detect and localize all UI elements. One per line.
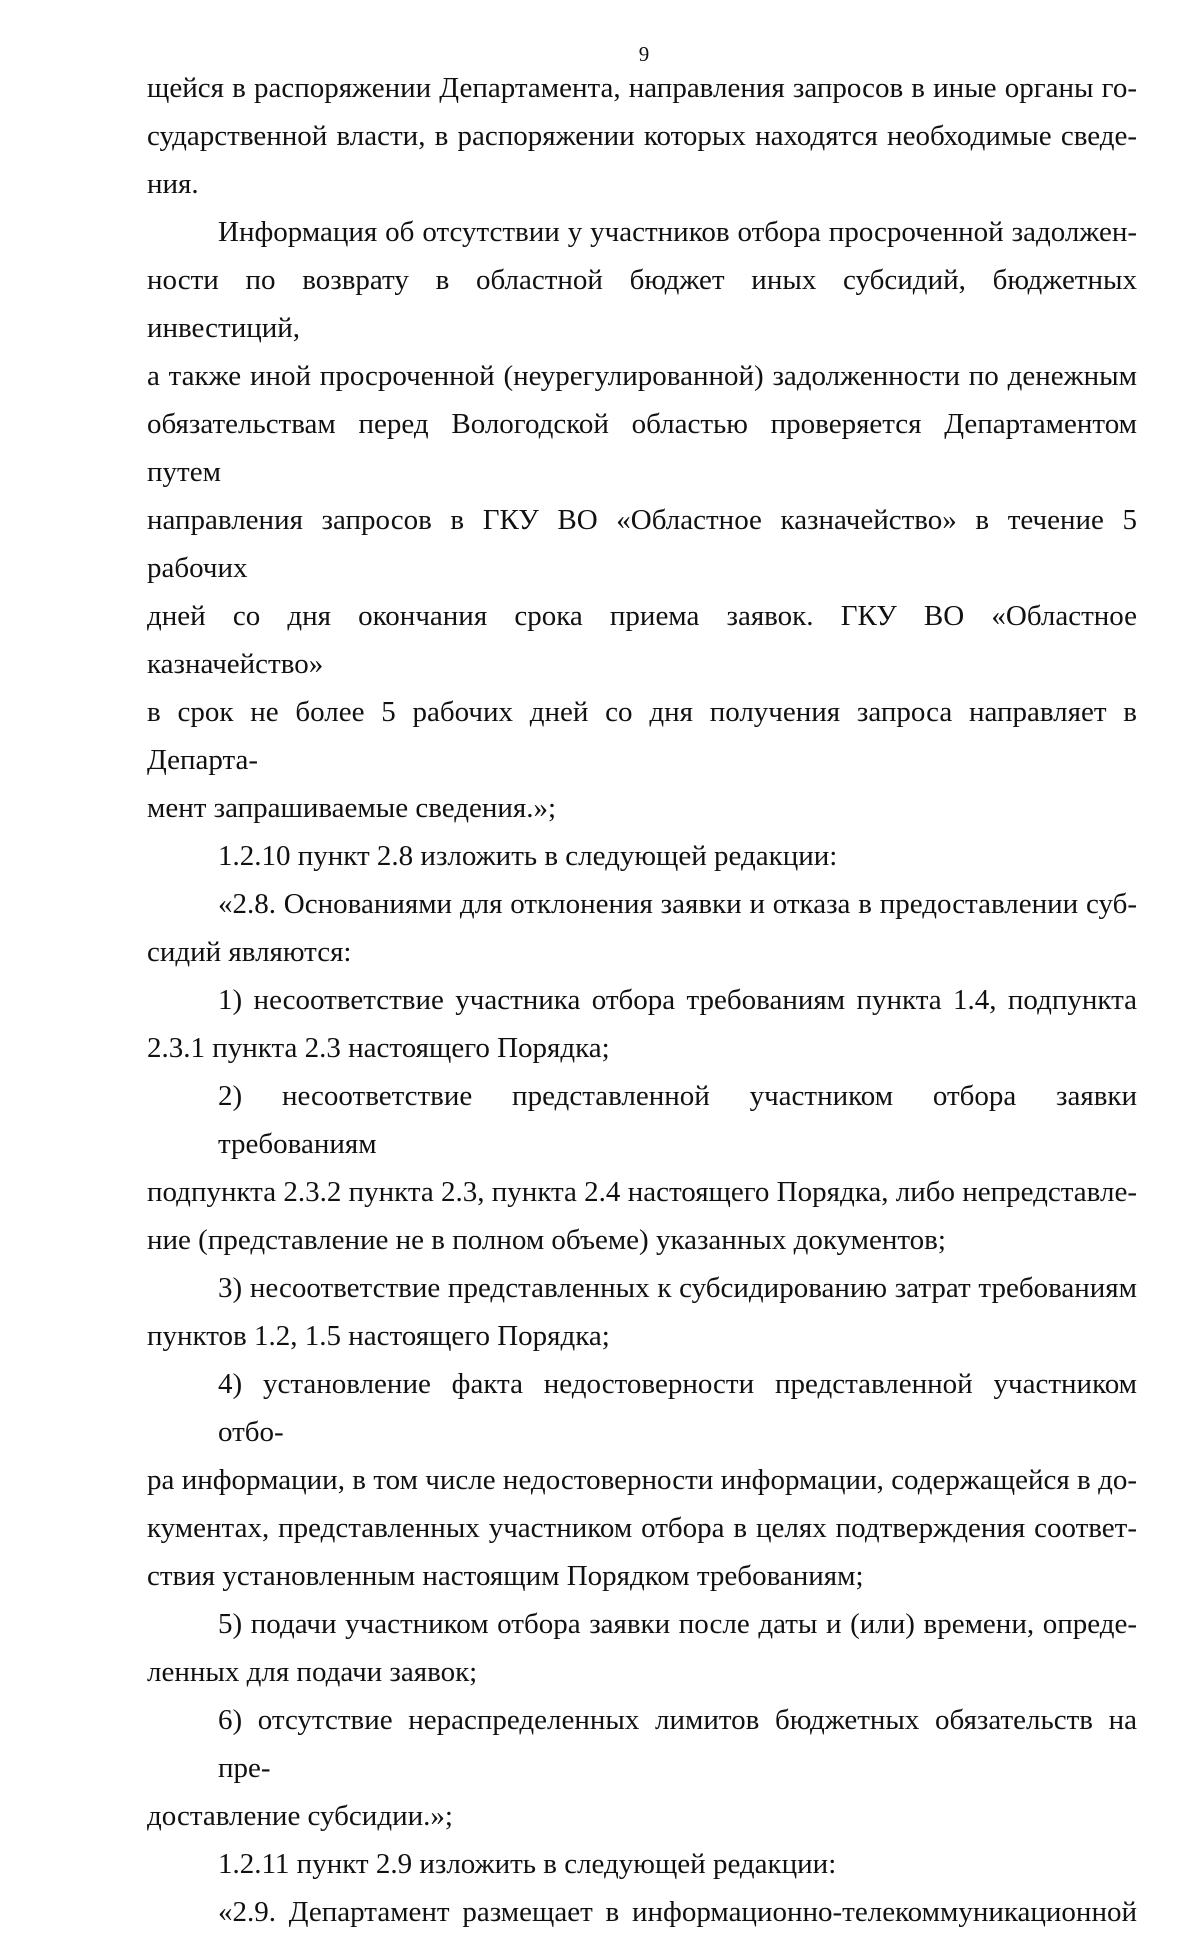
text-line: ния. <box>147 168 199 200</box>
text-line: 2) несоответствие представленной участником отбора заявки требованиям <box>218 1080 1137 1160</box>
text-line: дней со дня окончания срока приема заявок. ГКУ ВО «Областное казначейство» <box>147 600 1137 680</box>
text-line: обязательствам перед Вологодской областью проверяется Департаментом путем <box>147 408 1137 488</box>
text-line: ности по возврату в областной бюджет иных субсидий, бюджетных инвестиций, <box>147 264 1137 344</box>
text-line: 1.2.10 пункт 2.8 изложить в следующей редакции: <box>218 840 838 872</box>
text-line: 3) несоответствие представленных к субсидированию затрат требованиям <box>218 1272 1137 1304</box>
page-number: 9 <box>638 42 650 66</box>
document-body <box>147 64 1137 1936</box>
paragraph-item-1-2-11 <box>147 1840 1137 1888</box>
paragraph-point-2-9 <box>147 1888 1137 1936</box>
paragraph-point-2-8 <box>147 880 1137 976</box>
text-line: сударственной власти, в распоряжении которых находятся необходимые сведе- <box>147 120 1137 152</box>
text-line: щейся в распоряжении Департамента, направления запросов в иные органы го- <box>147 72 1137 104</box>
text-line: пунктов 1.2, 1.5 настоящего Порядка; <box>147 1320 610 1352</box>
text-line: сидий являются: <box>147 936 352 968</box>
text-line: «2.9. Департамент размещает в информационно-телекоммуникационной <box>218 1896 1137 1928</box>
text-line: 2.3.1 пункта 2.3 настоящего Порядка; <box>147 1032 610 1064</box>
text-line: Информация об отсутствии у участников отбора просроченной задолжен- <box>218 216 1137 248</box>
paragraph-ground-1 <box>147 976 1137 1072</box>
paragraph-ground-4 <box>147 1360 1137 1600</box>
text-line: направления запросов в ГКУ ВО «Областное казначейство» в течение 5 рабочих <box>147 504 1137 584</box>
text-line: ствия установленным настоящим Порядком требованиям; <box>147 1560 864 1592</box>
text-line: ние (представление не в полном объеме) указанных документов; <box>147 1224 946 1256</box>
text-line: 6) отсутствие нераспределенных лимитов бюджетных обязательств на пре- <box>218 1704 1137 1784</box>
paragraph-ground-5 <box>147 1600 1137 1696</box>
paragraph-ground-3 <box>147 1264 1137 1360</box>
text-line: а также иной просроченной (неурегулированной) задолженности по денежным <box>147 360 1137 392</box>
paragraph-item-1-2-10 <box>147 832 1137 880</box>
text-line: 5) подачи участником отбора заявки после даты и (или) времени, опреде- <box>218 1608 1137 1640</box>
text-line: подпункта 2.3.2 пункта 2.3, пункта 2.4 настоящего Порядка, либо непредставле- <box>147 1176 1137 1208</box>
text-line: ленных для подачи заявок; <box>147 1656 478 1688</box>
text-line: кументах, представленных участником отбора в целях подтверждения соответ- <box>147 1512 1137 1544</box>
text-line: 1.2.11 пункт 2.9 изложить в следующей редакции: <box>218 1848 837 1880</box>
text-line: «2.8. Основаниями для отклонения заявки и отказа в предоставлении суб- <box>218 888 1137 920</box>
paragraph-continuation <box>147 64 1137 208</box>
text-line: 4) установление факта недостоверности представленной участником отбо- <box>218 1368 1137 1448</box>
paragraph-ground-2 <box>147 1072 1137 1264</box>
text-line: 1) несоответствие участника отбора требованиям пункта 1.4, подпункта <box>218 984 1137 1016</box>
text-line: ра информации, в том числе недостоверности информации, содержащейся в до- <box>147 1464 1137 1496</box>
paragraph-ground-6 <box>147 1696 1137 1840</box>
paragraph-debt-info <box>147 208 1137 832</box>
text-line: доставление субсидии.»; <box>147 1800 453 1832</box>
text-line: мент запрашиваемые сведения.»; <box>147 792 557 824</box>
text-line: в срок не более 5 рабочих дней со дня получения запроса направляет в Департа- <box>147 696 1137 776</box>
